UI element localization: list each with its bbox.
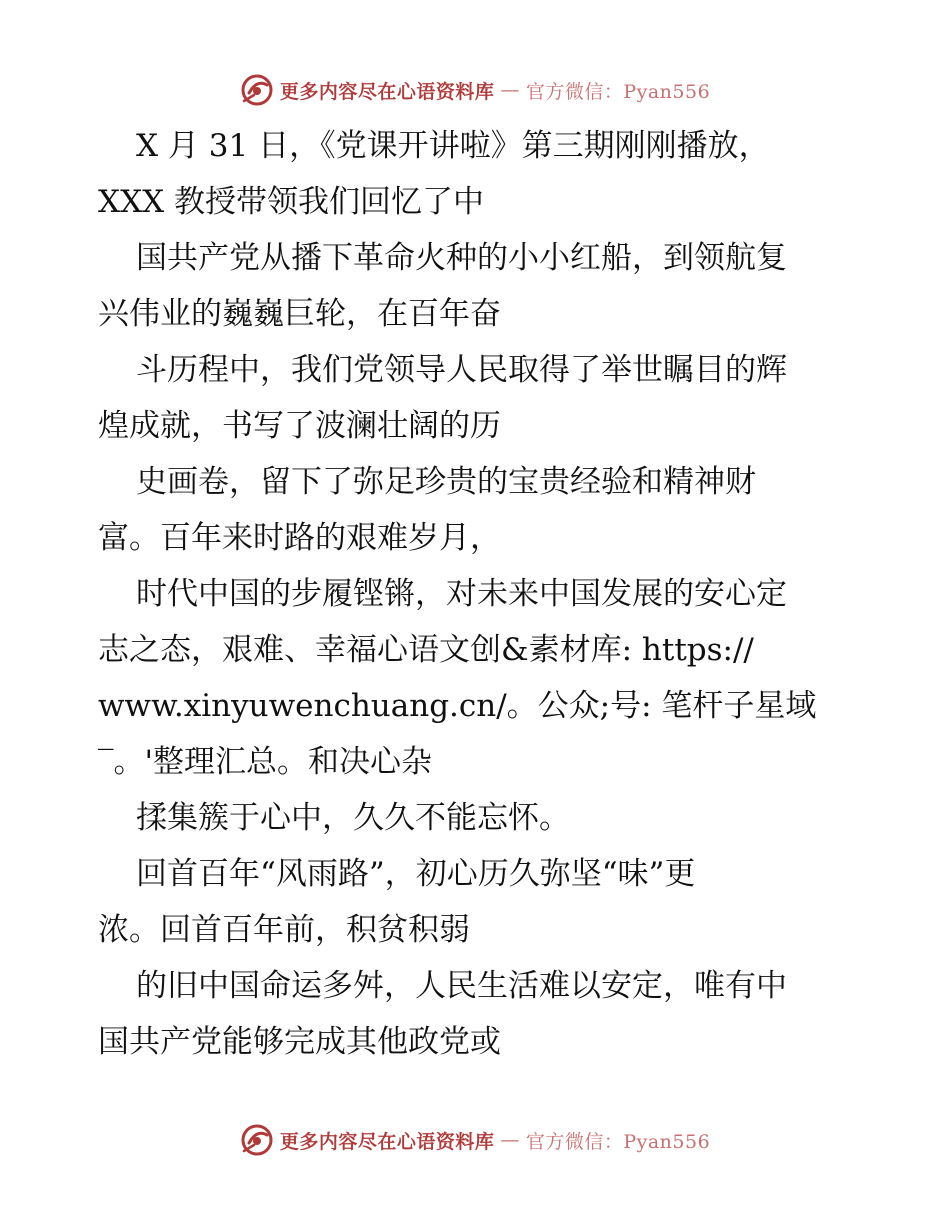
- header-wechat-text: 官方微信：Pyan556: [525, 80, 711, 103]
- text-line: 富。百年来时路的艰难岁月，: [98, 520, 501, 556]
- red-circle-logo-icon: [240, 73, 274, 107]
- red-circle-logo-icon: [240, 1123, 274, 1157]
- text-line: X 月 31 日，《党课开讲啦》第三期刚刚播放，: [136, 128, 770, 164]
- text-line: 兴伟业的巍巍巨轮，在百年奋: [98, 296, 501, 332]
- header-separator: —: [500, 79, 520, 101]
- document-body: [98, 118, 868, 1070]
- text-line: XXX 教授带领我们回忆了中: [98, 184, 485, 220]
- header-banner: [0, 70, 950, 110]
- footer-separator: —: [500, 1129, 520, 1151]
- text-line: 煌成就，书写了波澜壮阔的历: [98, 408, 501, 444]
- text-line: 志之态，艰难、幸福心语文创&素材库: https://: [98, 632, 754, 668]
- text-line: ‾。'整理汇总。和决心杂: [98, 744, 433, 780]
- header-brand-text: 更多内容尽在心语资料库: [279, 80, 495, 103]
- footer-brand-text: 更多内容尽在心语资料库: [279, 1130, 495, 1153]
- text-line: 揉集簇于心中，久久不能忘怀。: [136, 800, 570, 836]
- footer-wechat-text: 官方微信：Pyan556: [525, 1130, 711, 1153]
- text-line: 国共产党能够完成其他政党或: [98, 1024, 501, 1060]
- text-line: www.xinyuwenchuang.cn/。公众;号: 笔杆子星域: [98, 688, 817, 724]
- text-line: 浓。回首百年前，积贫积弱: [98, 912, 470, 948]
- text-line: 时代中国的步履铿锵，对未来中国发展的安心定: [136, 576, 787, 612]
- header-banner-content: [240, 73, 710, 107]
- text-line: 回首百年“风雨路”，初心历久弥坚“味”更: [136, 856, 696, 892]
- footer-banner-content: [240, 1123, 710, 1157]
- text-line: 斗历程中，我们党领导人民取得了举世瞩目的辉: [136, 352, 787, 388]
- text-line: 国共产党从播下革命火种的小小红船，到领航复: [136, 240, 787, 276]
- text-line: 的旧中国命运多舛，人民生活难以安定，唯有中: [136, 968, 787, 1004]
- text-line: 史画卷，留下了弥足珍贵的宝贵经验和精神财: [136, 464, 756, 500]
- footer-banner: [0, 1120, 950, 1160]
